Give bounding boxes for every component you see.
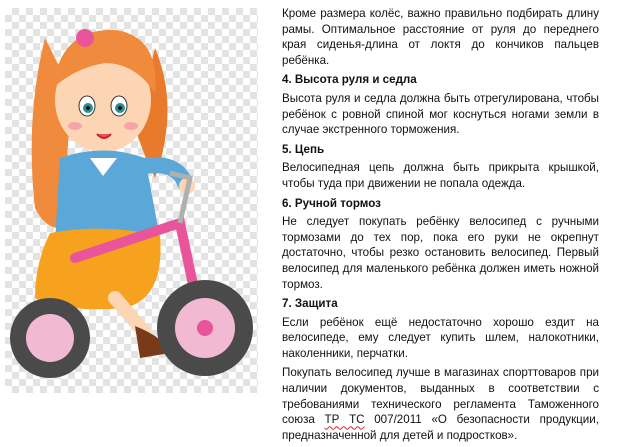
intro-paragraph: Кроме размера колёс, важно правильно подбирать длину рамы. Оптимальное расстояние от руля до переднего края сиденья-длина от локтя до кончиков пальцев ребёнка. <box>282 7 599 67</box>
illustration <box>5 8 258 393</box>
closing-text-part2: 007/2011 «О безопасности продукции, предназначенной для детей и подростков». <box>282 413 599 442</box>
closing-text-part1: Покупать велосипед лучше в магазинах спорттоваров при наличии документов, выданных в соответствии с требованиями технического регламента Таможенного союза <box>282 366 599 427</box>
section-text: Не следует покупать ребёнку велосипед с ручными тормозами до тех пор, пока его руки не окрепнут достаточно, чтобы резко остановить велосипед. Первый велосипед для маленького ребёнка должен иметь ножной тормоз. <box>282 215 599 291</box>
article <box>282 6 599 447</box>
section-heading: 6. Ручной тормоз <box>282 196 381 210</box>
section-heading: 7. Защита <box>282 297 338 311</box>
section-heading: 4. Высота руля и седла <box>282 73 417 87</box>
section-text: Велосипедная цепь должна быть прикрыта крышкой, чтобы туда при движении не попала одежда. <box>282 161 599 190</box>
section-text: Высота руля и седла должна быть отрегулирована, чтобы ребёнок с ровной спиной мог коснуться ногами земли в случае экстренного торможения. <box>282 91 599 137</box>
section-heading: 5. Цепь <box>282 142 325 156</box>
regulation-code: ТР ТС <box>324 413 365 427</box>
section-text: Если ребёнок ещё недостаточно хорошо ездит на велосипеде, ему следует купить шлем, налокотники, наколенники, перчатки. <box>282 315 599 360</box>
closing-paragraph <box>282 365 599 443</box>
girl-on-tricycle-icon <box>5 8 258 393</box>
